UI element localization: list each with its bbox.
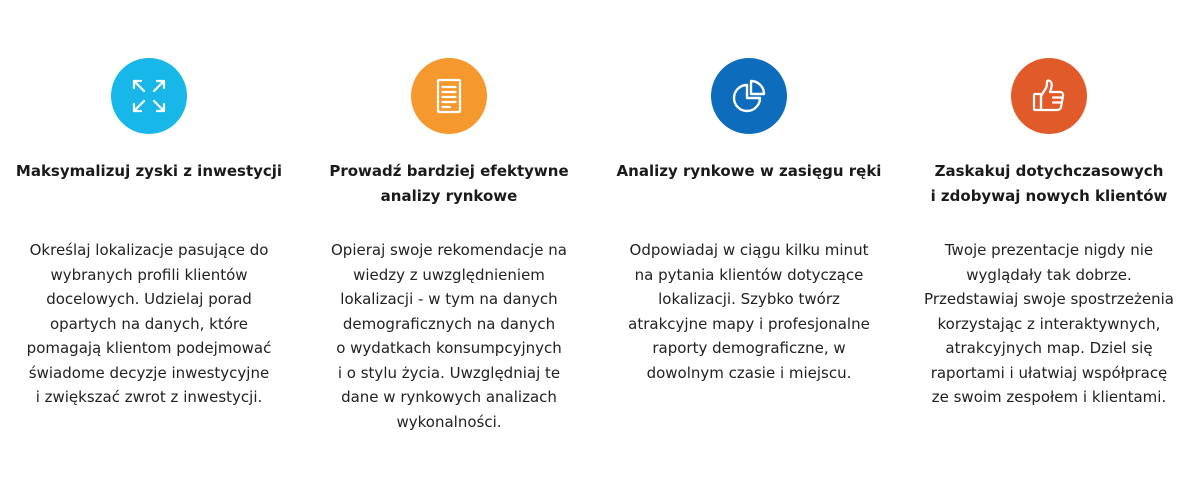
feature-description: [904, 238, 1194, 410]
feature-description-line: raportami i ułatwiaj współpracę: [930, 363, 1168, 382]
feature-icon-circle: [711, 58, 787, 134]
feature-description-line: lokalizacji - w tym na danych: [340, 290, 558, 308]
feature-title-line: Maksymalizuj zyski z inwestycji: [15, 162, 283, 180]
feature-description-line: demograficznych na danych: [342, 314, 556, 333]
feature-title-line: analizy rynkowe: [380, 187, 518, 205]
feature-description-line: raporty demograficzne, w: [652, 339, 846, 357]
feature-title: [904, 159, 1194, 211]
feature-description-line: Przedstawiaj swoje spostrzeżenia: [924, 290, 1174, 308]
pie-chart-icon: [728, 75, 770, 117]
feature-description-line: o wydatkach konsumpcyjnych: [336, 339, 562, 357]
feature-description-line: opartych na danych, które: [49, 314, 248, 333]
feature-description-line: wybranych profili klientów: [50, 265, 248, 284]
feature-description-line: pomagają klientom podejmować: [26, 339, 272, 357]
expand-arrows-icon: [128, 75, 170, 117]
feature-description-line: korzystając z interaktywnych,: [937, 314, 1161, 333]
feature-card-surprise-clients: [904, 58, 1194, 410]
feature-description: [4, 238, 294, 410]
feature-title-line: Zaskakuj dotychczasowych: [934, 162, 1164, 180]
feature-description-line: dowolnym czasie i miejscu.: [646, 363, 852, 382]
feature-description-line: wyglądały tak dobrze.: [966, 265, 1132, 284]
feature-description-line: świadome decyzje inwestycyjne: [28, 363, 270, 382]
feature-description-line: i zwiększać zwrot z inwestycji.: [35, 388, 263, 406]
feature-description-line: wykonalności.: [396, 412, 502, 431]
feature-description-line: na pytania klientów dotyczące: [634, 265, 864, 284]
feature-description-line: ze swoim zespołem i klientami.: [931, 388, 1167, 406]
feature-icon-circle: [1011, 58, 1087, 134]
feature-icon-circle: [411, 58, 487, 134]
feature-card-market-insights: [604, 58, 894, 385]
thumbs-up-icon: [1028, 75, 1070, 117]
feature-description-line: i o stylu życia. Uwzględniaj te: [337, 363, 561, 382]
feature-title: [604, 159, 894, 211]
feature-card-maximize-profits: [4, 58, 294, 410]
feature-description-line: lokalizacji. Szybko twórz: [658, 290, 840, 308]
feature-title: [4, 159, 294, 211]
feature-description-line: wiedzy z uwzględnieniem: [353, 265, 545, 284]
feature-icon-circle: [111, 58, 187, 134]
feature-description-line: Twoje prezentacje nigdy nie: [944, 241, 1154, 259]
feature-description-line: atrakcyjne mapy i profesjonalne: [628, 314, 870, 333]
feature-description-line: docelowych. Udzielaj porad: [46, 290, 252, 308]
feature-description-line: Określaj lokalizacje pasujące do: [29, 241, 269, 259]
feature-title: [304, 159, 594, 211]
feature-description-line: atrakcyjnych map. Dziel się: [945, 339, 1153, 357]
feature-title-line: Prowadź bardziej efektywne: [329, 162, 569, 180]
feature-card-market-analysis: [304, 58, 594, 434]
feature-title-line: i zdobywaj nowych klientów: [930, 187, 1168, 205]
feature-description-line: dane w rynkowych analizach: [341, 388, 557, 406]
feature-description-line: Odpowiadaj w ciągu kilku minut: [629, 241, 869, 259]
feature-title-line: Analizy rynkowe w zasięgu ręki: [616, 162, 882, 180]
feature-description: [604, 238, 894, 385]
feature-description: [304, 238, 594, 434]
feature-description-line: Opieraj swoje rekomendacje na: [330, 241, 567, 259]
document-icon: [428, 75, 470, 117]
